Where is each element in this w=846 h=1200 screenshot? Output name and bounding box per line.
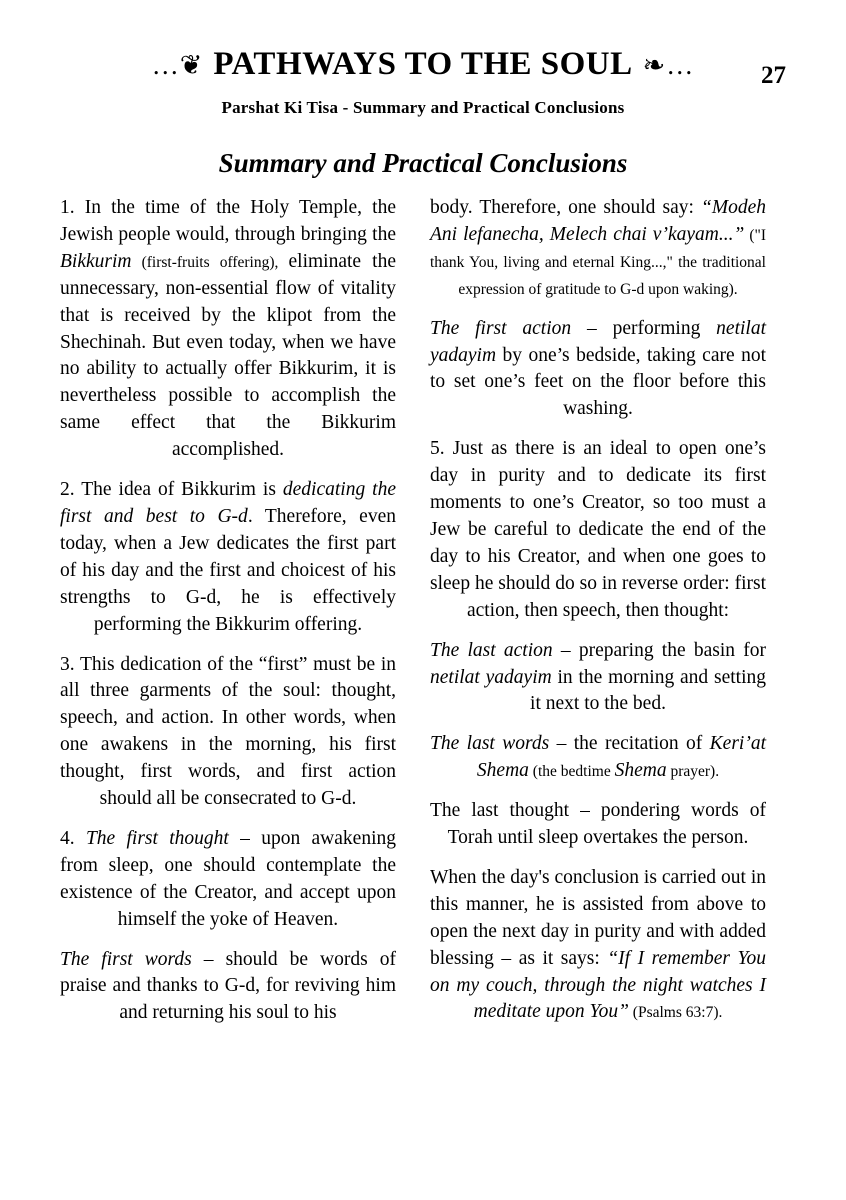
text-run: – preparing the basin for — [552, 639, 766, 661]
text-run: 5. Just as there is an ideal to open one’s day in purity and to dedicate its first moments to one’s Creator, so too must a Jew be careful to dedicate the end of the day to his Creator, and when one goes to sleep he should do so in reverse order: first action, then speech, then thought: — [430, 438, 766, 621]
paragraph-4 — [60, 826, 396, 934]
text-run-italic: Bikkurim — [60, 250, 132, 272]
text-run: . Therefore, even today, when a Jew dedicates the first part of his day and the first and choicest of his strengths to G-d, he is effectively performing the Bikkurim offering. — [60, 505, 396, 635]
paragraph-5 — [60, 947, 396, 1028]
text-run-italic: The first thought — [85, 827, 229, 849]
flourish-right-icon: ❧… — [642, 50, 695, 80]
text-run: When the day's conclusion is carried out in this manner, he is assisted from above to open the next day in purity and with added blessing – as it says: — [430, 866, 766, 969]
text-run-italic: “If I remember You on my couch, through the night watches I meditate upon You” — [430, 947, 767, 1023]
paragraph-11 — [430, 798, 766, 852]
book-title: PATHWAYS TO THE SOUL — [213, 46, 633, 82]
text-run-italic: “Modeh Ani lefanecha, Melech chai v’kayam...” — [430, 197, 766, 245]
body-columns — [60, 195, 786, 1040]
left-column — [60, 195, 396, 1040]
paragraph-7 — [430, 316, 766, 424]
text-run: 3. This dedication of the “first” must be in all three garments of the soul: thought, speech, and action. In other words, when one awakens in the morning, his first thought, first words, and first action should all be consecrated to G-d. — [60, 653, 396, 810]
text-run-italic: dedicating the first and best to G-d — [60, 479, 396, 527]
text-run: – performing — [571, 317, 717, 339]
paragraph-8 — [430, 436, 766, 624]
text-run-small: (the bedtime — [528, 763, 615, 781]
text-run-italic: Shema — [614, 760, 667, 782]
text-run: in the morning and setting it next to the bed. — [530, 666, 766, 715]
text-run: by one’s bedside, taking care not to set one’s feet on the floor before this washing. — [430, 344, 766, 420]
text-run-italic: The last words — [430, 733, 550, 755]
paragraph-2 — [60, 477, 396, 638]
right-column — [430, 195, 766, 1039]
text-run-italic: The last action — [430, 639, 553, 661]
text-run: – should be words of praise and thanks to G-d, for reviving him and returning his soul to his — [60, 948, 397, 1024]
paragraph-9 — [430, 638, 766, 719]
text-run: eliminate the unnecessary, non-essential flow of vitality that is received by the klipot from the Shechinah. But even today, when we have no ability to actually offer Bikkurim, it is nevertheless possible to accomplish the same effect that the Bikkurim accomplished. — [60, 250, 396, 461]
text-run: 1. In the time of the Holy Temple, the Jewish people would, through bringing the — [60, 197, 396, 245]
text-run: body. Therefore, one should say: — [430, 197, 701, 218]
running-head — [60, 48, 786, 94]
text-run: The last thought – pondering words of Torah until sleep overtakes the person. — [430, 800, 766, 849]
page-number: 27 — [761, 62, 786, 89]
paragraph-3 — [60, 652, 396, 813]
text-run-italic: The first action — [430, 317, 572, 339]
text-run: – upon awakening from sleep, one should contemplate the existence of the Creator, and accept upon himself the yoke of Heaven. — [60, 827, 396, 930]
text-run-small: (first-fruits offering), — [131, 253, 289, 271]
text-run: – the recitation of — [549, 733, 710, 755]
text-run-italic: netilat yadayim — [430, 666, 552, 688]
text-run-italic: Keri’at Shema — [476, 733, 767, 782]
section-title: Summary and Practical Conclusions — [218, 148, 628, 178]
text-run: 2. The idea of Bikkurim is — [60, 479, 283, 501]
text-run-small: prayer). — [666, 763, 720, 781]
paragraph-1 — [60, 195, 396, 464]
flourish-left-icon: …❦ — [151, 50, 204, 80]
paragraph-10 — [430, 731, 766, 785]
parsha-subtitle: Parshat Ki Tisa - Summary and Practical Conclusions — [221, 98, 625, 117]
text-run-italic: netilat yadayim — [430, 317, 766, 366]
text-run-italic: The first words — [60, 948, 192, 970]
paragraph-6 — [430, 195, 766, 303]
text-run: 4. — [60, 827, 86, 849]
paragraph-12 — [430, 865, 766, 1026]
text-run-small: (Psalms 63:7). — [628, 1004, 723, 1022]
text-run-small: ("I thank You, living and eternal King...," the traditional expression of gratitude to G-d upon waking). — [430, 226, 767, 298]
